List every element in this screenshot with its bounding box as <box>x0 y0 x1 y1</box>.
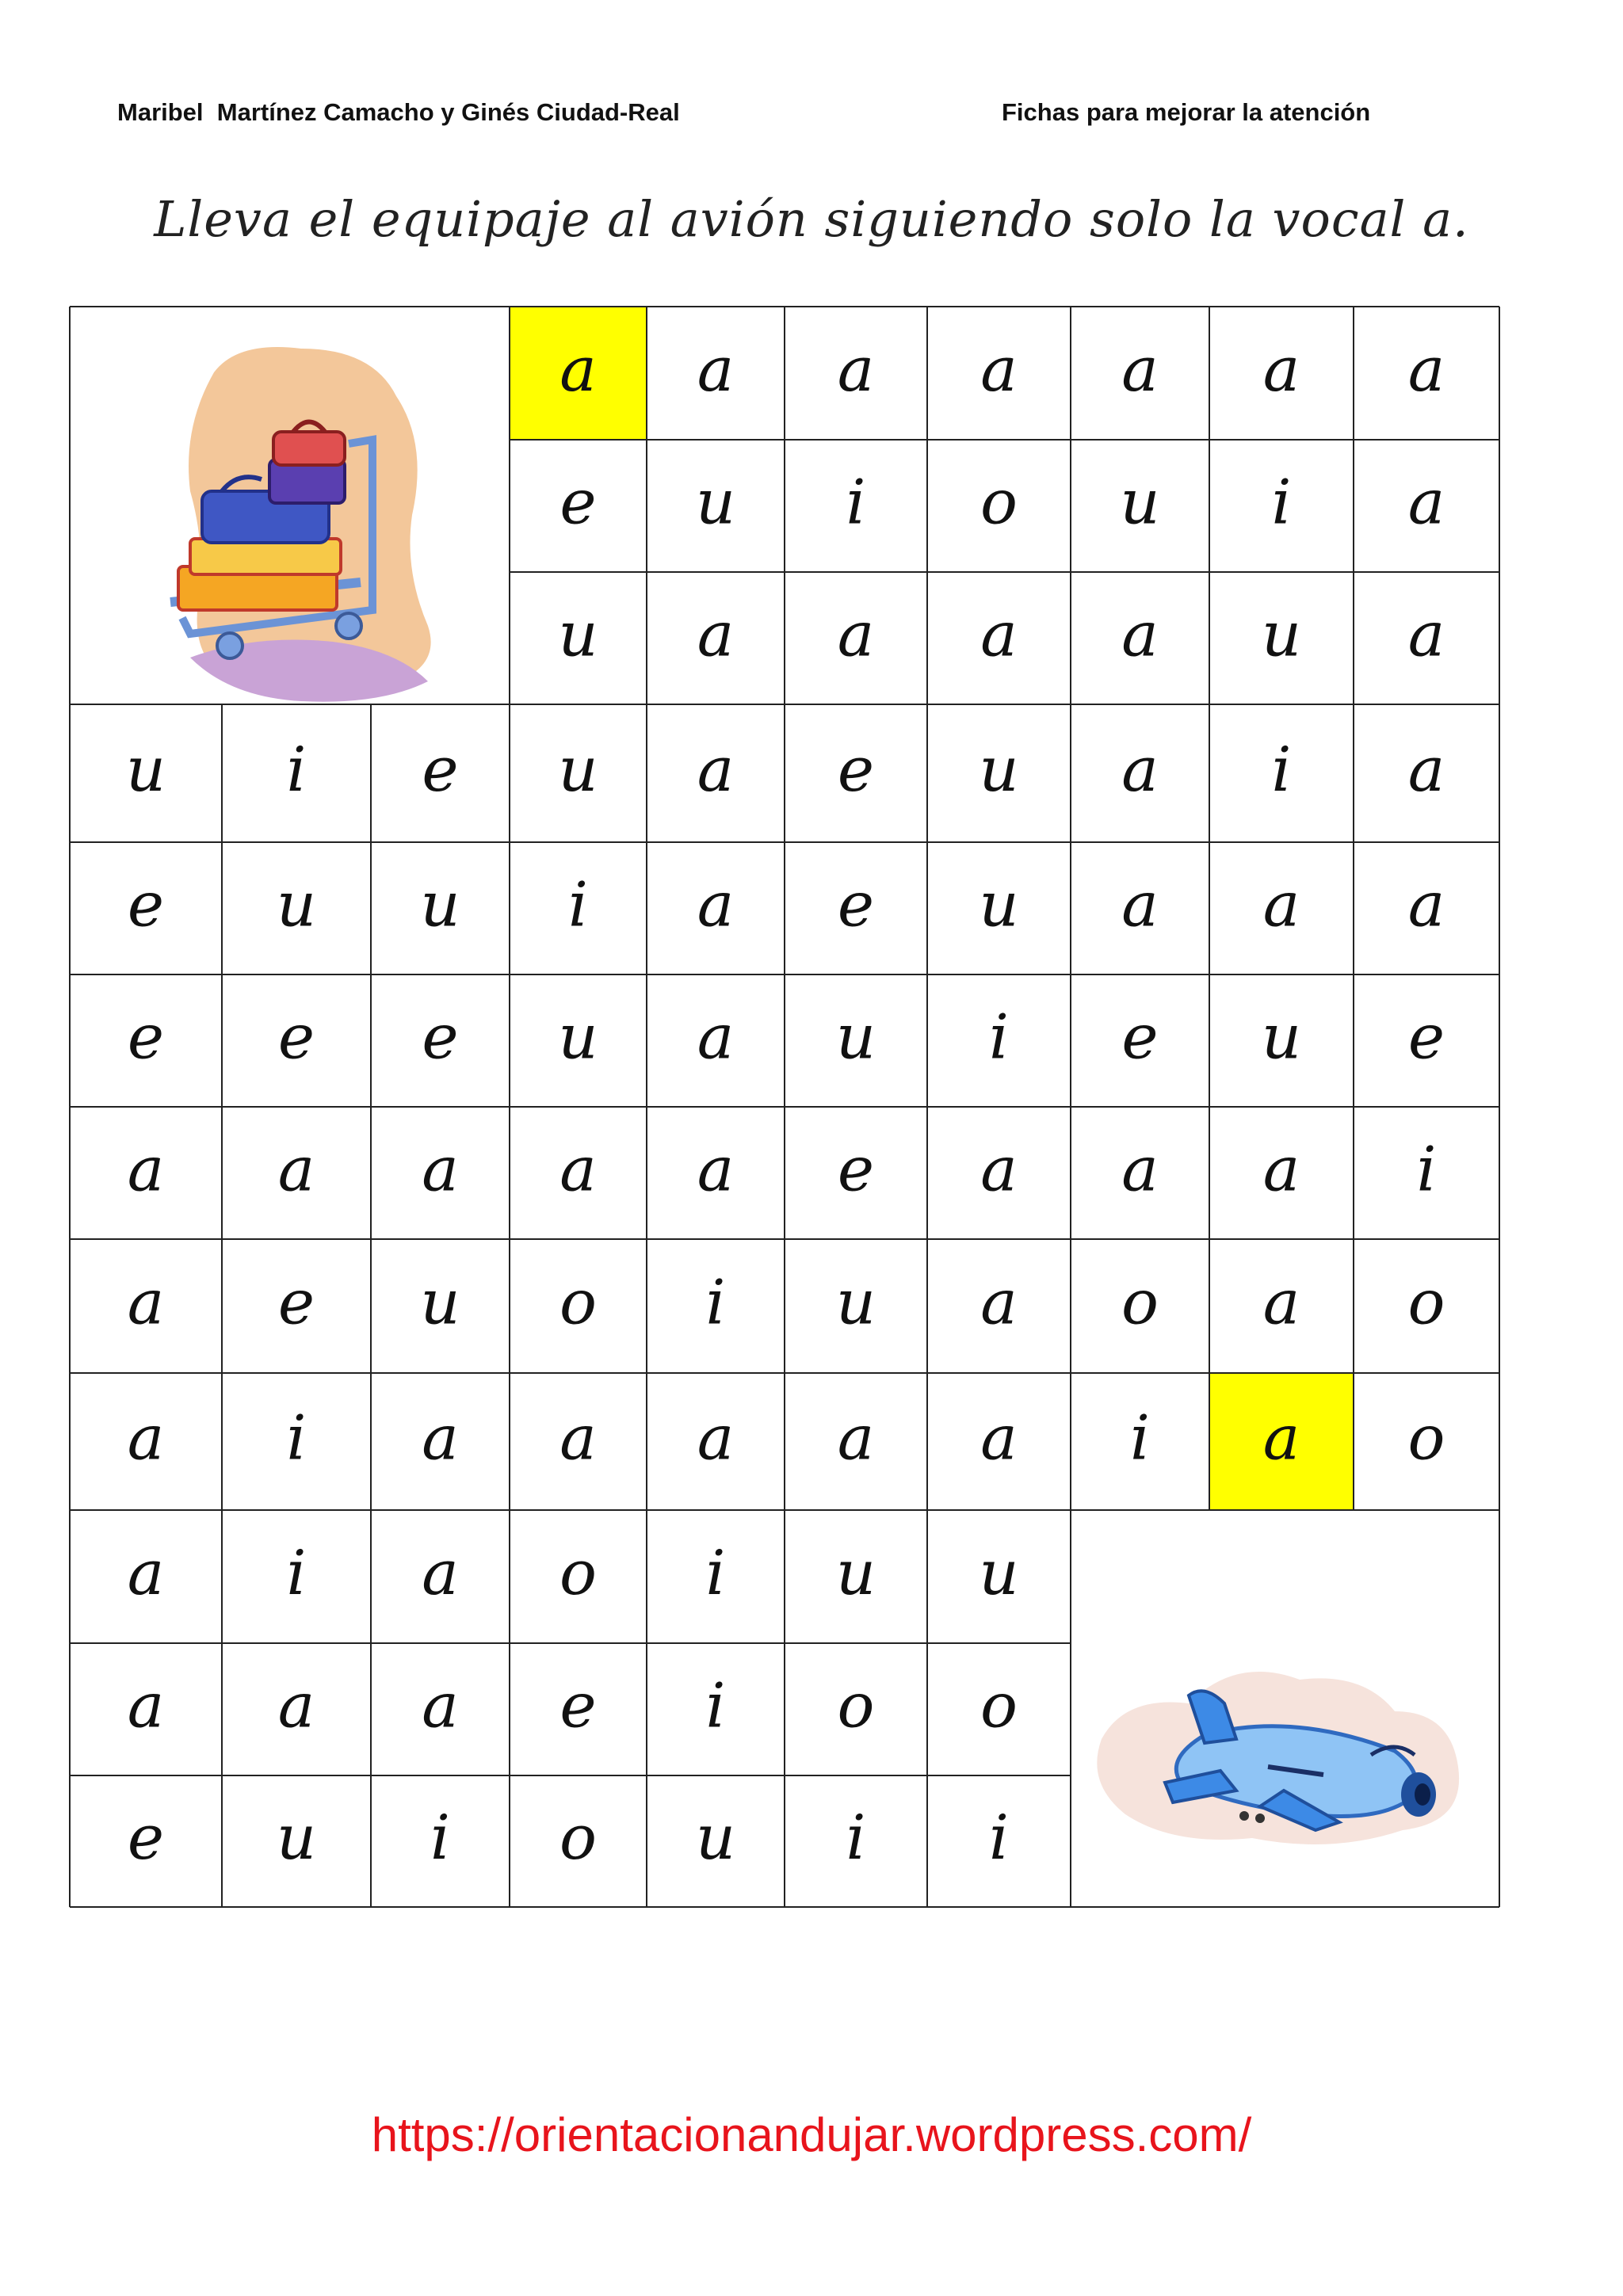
maze-cell[interactable] <box>128 1268 165 1339</box>
vowel-letter: a <box>980 599 1018 671</box>
vowel-letter: e <box>1121 1001 1159 1074</box>
maze-cell[interactable] <box>838 1135 874 1206</box>
maze-cell[interactable] <box>420 1268 460 1339</box>
vowel-letter: e <box>422 734 459 806</box>
vowel-letter: e <box>559 1670 597 1742</box>
vowel-letter: e <box>837 1134 875 1206</box>
vowel-letter: i <box>1416 1134 1437 1206</box>
maze-cell[interactable] <box>697 734 735 806</box>
vowel-letter: i <box>1271 467 1292 539</box>
vowel-letter: o <box>559 1267 597 1339</box>
vowel-letter: a <box>1121 1134 1159 1206</box>
vowel-letter: a <box>837 599 875 671</box>
maze-cell[interactable] <box>422 734 458 806</box>
vowel-letter: e <box>127 869 165 941</box>
vowel-letter: a <box>1407 599 1445 671</box>
maze-cell[interactable] <box>1121 1002 1158 1074</box>
vowel-letter: i <box>705 1670 726 1742</box>
vowel-letter: e <box>127 1001 165 1074</box>
vowel-letter: a <box>1407 334 1445 406</box>
vowel-letter: o <box>980 1670 1018 1742</box>
maze-cell[interactable] <box>980 467 1018 539</box>
maze-cell[interactable] <box>559 1135 597 1206</box>
luggage-cart-icon <box>170 347 431 702</box>
vowel-letter: e <box>127 1802 165 1874</box>
vowel-letter: o <box>559 1538 597 1609</box>
vowel-letter: a <box>980 334 1018 406</box>
maze-cell[interactable] <box>838 734 874 806</box>
vowel-letter: o <box>1121 1267 1159 1339</box>
maze-cell[interactable] <box>838 1671 875 1742</box>
maze-cell[interactable] <box>1121 1268 1159 1339</box>
vowel-letter: u <box>125 734 166 806</box>
vowel-letter: u <box>276 1802 317 1874</box>
vowel-letter: u <box>1120 467 1160 539</box>
vowel-letter: i <box>1130 1402 1150 1474</box>
vowel-letter: a <box>980 1402 1018 1474</box>
vowel-letter: a <box>1262 1267 1300 1339</box>
maze-cell[interactable] <box>128 1135 165 1206</box>
maze-cell[interactable] <box>287 1538 307 1609</box>
maze-cell[interactable] <box>989 1002 1009 1074</box>
vowel-letter: a <box>422 1402 459 1474</box>
maze-cell[interactable] <box>836 1002 876 1074</box>
maze-cell[interactable] <box>696 467 735 539</box>
maze-cell[interactable] <box>1130 1403 1150 1474</box>
vowel-letter: i <box>286 1402 307 1474</box>
maze-cell[interactable] <box>697 600 735 671</box>
website-link[interactable]: https://orientacionandujar.wordpress.com/ <box>371 2108 1252 2161</box>
maze-cell[interactable] <box>559 1671 596 1742</box>
maze-cell[interactable] <box>420 870 460 941</box>
vowel-letter: o <box>837 1670 875 1742</box>
vowel-letter: a <box>127 1402 165 1474</box>
vowel-letter: u <box>835 1538 876 1609</box>
maze-cell[interactable] <box>1263 1268 1300 1339</box>
maze-cell[interactable] <box>422 1403 459 1474</box>
vowel-letter: a <box>697 1001 735 1074</box>
authors-header: Maribel Martínez Camacho y Ginés Ciudad-Real <box>117 98 680 126</box>
maze-cell[interactable] <box>558 600 598 671</box>
maze-cell[interactable] <box>1121 1135 1159 1206</box>
maze-cell[interactable] <box>706 1268 726 1339</box>
vowel-letter: i <box>1271 734 1292 806</box>
maze-cell[interactable] <box>128 1002 164 1074</box>
maze-cell[interactable] <box>558 1002 598 1074</box>
vowel-letter: a <box>697 599 735 671</box>
maze-cell[interactable] <box>128 1538 165 1609</box>
maze-cell[interactable] <box>128 1802 164 1874</box>
vowel-letter: e <box>559 467 597 539</box>
vowel-letter: a <box>559 1402 597 1474</box>
maze-cell[interactable] <box>838 334 875 406</box>
vowel-letter: a <box>697 334 735 406</box>
maze-cell[interactable] <box>1408 1002 1445 1074</box>
maze-cell[interactable] <box>422 1538 459 1609</box>
maze-cell[interactable] <box>706 1671 726 1742</box>
vowel-letter: i <box>989 1001 1009 1074</box>
vowel-letter: a <box>1121 334 1159 406</box>
maze-cell[interactable] <box>980 1268 1018 1339</box>
maze-cell[interactable] <box>1209 1373 1354 1510</box>
maze-cell[interactable] <box>980 600 1018 671</box>
vowel-letter: u <box>979 1538 1019 1609</box>
maze-cell[interactable] <box>559 467 596 539</box>
airplane-icon <box>1097 1672 1459 1844</box>
vowel-letter: e <box>277 1001 315 1074</box>
vowel-letter: a <box>422 1134 459 1206</box>
maze-cell[interactable] <box>697 870 735 941</box>
vowel-letter: u <box>835 1267 876 1339</box>
maze-cell[interactable] <box>1120 467 1159 539</box>
vowel-letter: o <box>1407 1267 1445 1339</box>
maze-cell[interactable] <box>697 1002 735 1074</box>
vowel-letter: a <box>277 1134 315 1206</box>
vowel-letter: i <box>568 869 588 941</box>
vowel-letter: u <box>420 1267 460 1339</box>
vowel-letter: u <box>979 869 1019 941</box>
vowel-letter: u <box>695 1802 736 1874</box>
maze-cell[interactable] <box>430 1802 450 1874</box>
vowel-letter: a <box>559 1134 597 1206</box>
vowel-letter: a <box>697 1402 735 1474</box>
maze-cell[interactable] <box>979 1538 1018 1609</box>
vowel-letter: a <box>1121 869 1159 941</box>
vowel-letter: o <box>559 1802 597 1874</box>
vowel-letter: u <box>695 467 736 539</box>
vowel-letter: a <box>422 1538 459 1609</box>
maze-cell[interactable] <box>979 734 1018 806</box>
vowel-letter: u <box>979 734 1019 806</box>
vowel-letter: u <box>276 869 317 941</box>
maze-cell[interactable] <box>278 1268 315 1339</box>
vowel-letter: u <box>1261 599 1302 671</box>
vowel-letter: a <box>1262 334 1300 406</box>
vowel-letter: a <box>127 1134 165 1206</box>
maze-cell[interactable] <box>1408 1403 1445 1474</box>
vowel-letter: i <box>705 1538 726 1609</box>
vowel-letter: a <box>697 869 735 941</box>
maze-cell[interactable] <box>287 1403 307 1474</box>
maze-cell[interactable] <box>1263 334 1300 406</box>
vowel-letter: e <box>277 1267 315 1339</box>
maze-cell[interactable] <box>510 307 647 440</box>
vowel-letter: o <box>1407 1402 1445 1474</box>
vowel-letter: i <box>989 1802 1009 1874</box>
maze-cell[interactable] <box>846 467 866 539</box>
maze-cell[interactable] <box>278 1135 315 1206</box>
series-header: Fichas para mejorar la atención <box>1002 98 1371 126</box>
maze-cell[interactable] <box>838 600 875 671</box>
maze-cell[interactable] <box>278 1002 315 1074</box>
maze-cell[interactable] <box>568 870 588 941</box>
vowel-letter: i <box>705 1267 726 1339</box>
maze-cell[interactable] <box>1272 734 1292 806</box>
maze-cell[interactable] <box>1408 870 1445 941</box>
maze-cell[interactable] <box>277 1802 316 1874</box>
vowel-letter: a <box>1407 869 1445 941</box>
maze-cell[interactable] <box>422 1002 458 1074</box>
vowel-letter: a <box>127 1670 165 1742</box>
vowel-letter: a <box>422 1670 459 1742</box>
maze-cell[interactable] <box>278 1671 315 1742</box>
maze-cell[interactable] <box>559 1403 597 1474</box>
vowel-letter: a <box>1121 599 1159 671</box>
maze-cell[interactable] <box>287 734 307 806</box>
maze-cell[interactable] <box>697 334 735 406</box>
vowel-letter: a <box>980 1267 1018 1339</box>
maze-cell[interactable] <box>277 870 316 941</box>
vowel-letter: u <box>420 869 460 941</box>
maze-cell[interactable] <box>128 1671 165 1742</box>
maze-cell[interactable] <box>1408 600 1445 671</box>
vowel-letter: e <box>837 869 875 941</box>
vowel-letter: a <box>1262 1134 1300 1206</box>
maze-cell[interactable] <box>1263 1135 1300 1206</box>
vowel-letter: a <box>837 334 875 406</box>
maze-cell[interactable] <box>838 1403 875 1474</box>
maze-cell[interactable] <box>836 1538 876 1609</box>
maze-cell[interactable] <box>836 1268 876 1339</box>
vowel-letter: a <box>1121 734 1159 806</box>
maze-cell[interactable] <box>1408 734 1445 806</box>
vowel-letter: a <box>559 334 597 406</box>
maze-cell[interactable] <box>697 1135 735 1206</box>
vowel-letter: a <box>277 1670 315 1742</box>
maze-cell[interactable] <box>1121 734 1159 806</box>
maze-cell[interactable] <box>980 1671 1018 1742</box>
vowel-letter: u <box>558 1001 598 1074</box>
vowel-letter: a <box>980 1134 1018 1206</box>
maze-cell[interactable] <box>1121 600 1159 671</box>
maze-cell[interactable] <box>1262 1002 1301 1074</box>
maze-cell[interactable] <box>697 1403 735 1474</box>
maze-cell[interactable] <box>980 334 1018 406</box>
vowel-letter: a <box>697 1134 735 1206</box>
maze-cell[interactable] <box>128 870 164 941</box>
maze-cell[interactable] <box>559 1802 597 1874</box>
maze-cell[interactable] <box>1408 334 1445 406</box>
maze-cell[interactable] <box>1408 467 1445 539</box>
vowel-letter: u <box>558 599 598 671</box>
maze-cell[interactable] <box>128 1403 165 1474</box>
maze-cell[interactable] <box>989 1802 1009 1874</box>
vowel-letter: a <box>1407 467 1445 539</box>
vowel-letter: i <box>286 1538 307 1609</box>
maze-cell[interactable] <box>559 1268 597 1339</box>
maze-cell[interactable] <box>846 1802 866 1874</box>
maze-cell[interactable] <box>1121 334 1159 406</box>
vowel-letter: a <box>1407 734 1445 806</box>
maze-cell[interactable] <box>980 1135 1018 1206</box>
vowel-letter: a <box>837 1402 875 1474</box>
vowel-letter: e <box>1407 1001 1445 1074</box>
maze-cell[interactable] <box>422 1671 459 1742</box>
vowel-letter: a <box>697 734 735 806</box>
vowel-letter: a <box>1262 869 1300 941</box>
maze-cell[interactable] <box>422 1135 459 1206</box>
vowel-letter: u <box>558 734 598 806</box>
maze-cell[interactable] <box>1263 870 1300 941</box>
maze-cell[interactable] <box>1272 467 1292 539</box>
vowel-letter: u <box>835 1001 876 1074</box>
maze-cell[interactable] <box>1408 1268 1445 1339</box>
maze-cell[interactable] <box>979 870 1018 941</box>
vowel-letter: i <box>846 467 866 539</box>
maze-cell[interactable] <box>980 1403 1018 1474</box>
vowel-letter: i <box>286 734 307 806</box>
instruction-title: Lleva el equipaje al avión siguiendo solo la vocal a. <box>154 190 1469 248</box>
maze-cell[interactable] <box>126 734 166 806</box>
vowel-letter: e <box>837 734 875 806</box>
maze-cell[interactable] <box>559 1538 597 1609</box>
vowel-letter: u <box>1261 1001 1302 1074</box>
vowel-letter: a <box>1262 1402 1300 1474</box>
maze-cell[interactable] <box>1262 600 1301 671</box>
maze-cell[interactable] <box>706 1538 726 1609</box>
maze-cell[interactable] <box>1417 1135 1437 1206</box>
maze-cell[interactable] <box>558 734 598 806</box>
vowel-letter: a <box>127 1267 165 1339</box>
vowel-letter: o <box>980 467 1018 539</box>
maze-cell[interactable] <box>838 870 874 941</box>
vowel-letter: a <box>127 1538 165 1609</box>
vowel-letter: e <box>422 1001 459 1074</box>
vowel-letter: i <box>846 1802 866 1874</box>
maze-cell[interactable] <box>1121 870 1159 941</box>
maze-cell[interactable] <box>696 1802 735 1874</box>
vowel-letter: i <box>430 1802 450 1874</box>
